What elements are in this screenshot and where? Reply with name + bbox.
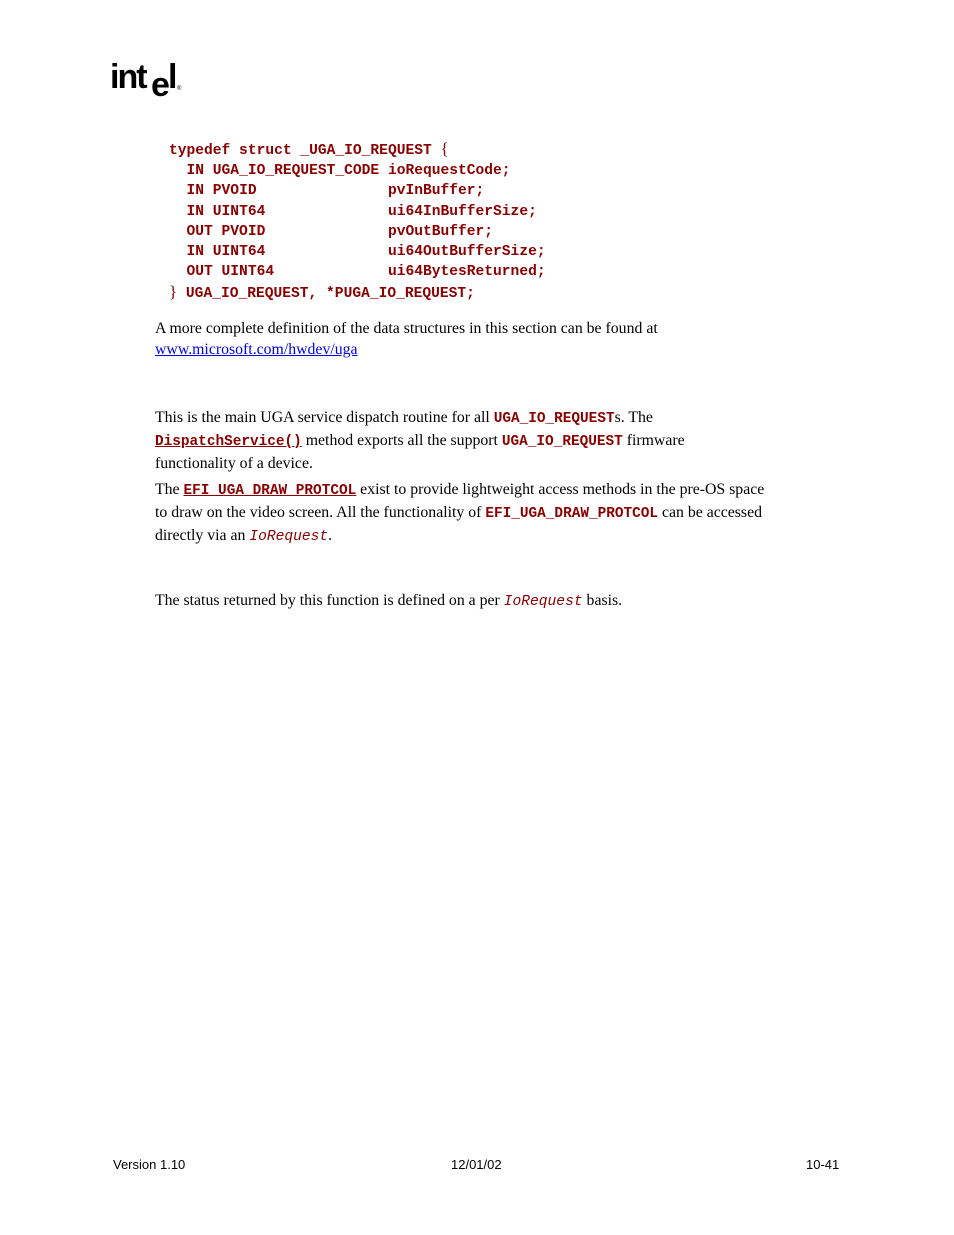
code-field-3-modifier: IN bbox=[186, 203, 213, 220]
code-field-2-name: pvInBuffer; bbox=[387, 183, 485, 200]
p2-text-a: The bbox=[155, 481, 184, 498]
code-field-3-type: UINT64 bbox=[212, 203, 266, 220]
dispatch-service-link[interactable]: DispatchService() bbox=[155, 434, 302, 450]
description-paragraph-2 bbox=[155, 479, 845, 548]
p2-text-f: . bbox=[328, 527, 333, 544]
status-text-a: The status returned by this function is defined on a per bbox=[155, 592, 504, 609]
footer-page-number: 10-41 bbox=[806, 1157, 840, 1172]
code-field-6-name: ui64BytesReturned; bbox=[387, 264, 546, 281]
definition-paragraph bbox=[155, 318, 845, 360]
code-field-6-type: UINT64 bbox=[221, 264, 275, 281]
p1-text-e: functionality of a device. bbox=[155, 455, 313, 472]
code-field-5-name: ui64OutBufferSize; bbox=[387, 244, 546, 261]
code-field-3-name: ui64InBufferSize; bbox=[387, 203, 537, 220]
footer-date: 12/01/02 bbox=[451, 1157, 502, 1172]
microsoft-uga-link[interactable]: www.microsoft.com/hwdev/uga bbox=[155, 341, 358, 358]
code-field-2-type: PVOID bbox=[212, 183, 257, 200]
code-field-1-name: ioRequestCode; bbox=[387, 163, 511, 180]
code-field-4-type: PVOID bbox=[221, 223, 266, 240]
intel-logo-mark bbox=[110, 58, 190, 102]
definition-text: A more complete definition of the data structures in this section can be found at bbox=[155, 320, 658, 337]
status-text-b: basis. bbox=[582, 592, 623, 609]
p1-text-c: method exports all the support bbox=[301, 432, 502, 449]
uga-io-request-struct-code bbox=[169, 139, 546, 305]
code-field-6-modifier: OUT bbox=[186, 264, 222, 281]
svg-text:e: e bbox=[151, 66, 170, 102]
p1-code-uga-io-request: UGA_IO_REQUEST bbox=[493, 411, 615, 427]
p2-text-e: directly via an bbox=[155, 527, 250, 544]
status-paragraph bbox=[155, 590, 845, 613]
description-paragraph-1 bbox=[155, 407, 845, 474]
p1-code-uga-io-request-2: UGA_IO_REQUEST bbox=[501, 434, 623, 450]
code-field-5-modifier: IN bbox=[186, 244, 213, 261]
svg-text:®: ® bbox=[177, 86, 182, 92]
svg-text:l: l bbox=[168, 58, 178, 96]
code-close-line: UGA_IO_REQUEST, *PUGA_IO_REQUEST; bbox=[177, 286, 475, 303]
svg-text:int: int bbox=[110, 58, 146, 96]
code-field-4-name: pvOutBuffer; bbox=[387, 223, 494, 240]
p2-code-io-request: IoRequest bbox=[249, 529, 329, 545]
p2-code-efi-uga-draw-protocol: EFI_UGA_DRAW_PROTCOL bbox=[485, 506, 659, 522]
p2-text-d: can be accessed bbox=[658, 504, 762, 521]
code-field-1-modifier: IN bbox=[186, 163, 213, 180]
code-field-5-type: UINT64 bbox=[212, 244, 266, 261]
p1-text-b: s. The bbox=[614, 409, 653, 426]
code-close-brace: } bbox=[169, 282, 178, 302]
status-code-io-request: IoRequest bbox=[503, 594, 583, 610]
code-open-brace: { bbox=[440, 139, 449, 158]
p1-text-a: This is the main UGA service dispatch routine for all bbox=[155, 409, 494, 426]
p2-text-b: exist to provide lightweight access methods in the pre-OS space bbox=[356, 481, 765, 498]
code-open-line: typedef struct _UGA_IO_REQUEST bbox=[169, 143, 441, 159]
intel-logo bbox=[110, 58, 190, 102]
code-field-2-modifier: IN bbox=[186, 183, 213, 200]
efi-uga-draw-protocol-link[interactable]: EFI_UGA_DRAW_PROTCOL bbox=[183, 483, 357, 499]
code-field-4-modifier: OUT bbox=[186, 223, 222, 240]
footer-version: Version 1.10 bbox=[113, 1157, 186, 1172]
p1-text-d: firmware bbox=[622, 432, 685, 449]
code-field-1-type: UGA_IO_REQUEST_CODE bbox=[212, 163, 388, 180]
p2-text-c: to draw on the video screen. All the functionality of bbox=[155, 504, 486, 521]
